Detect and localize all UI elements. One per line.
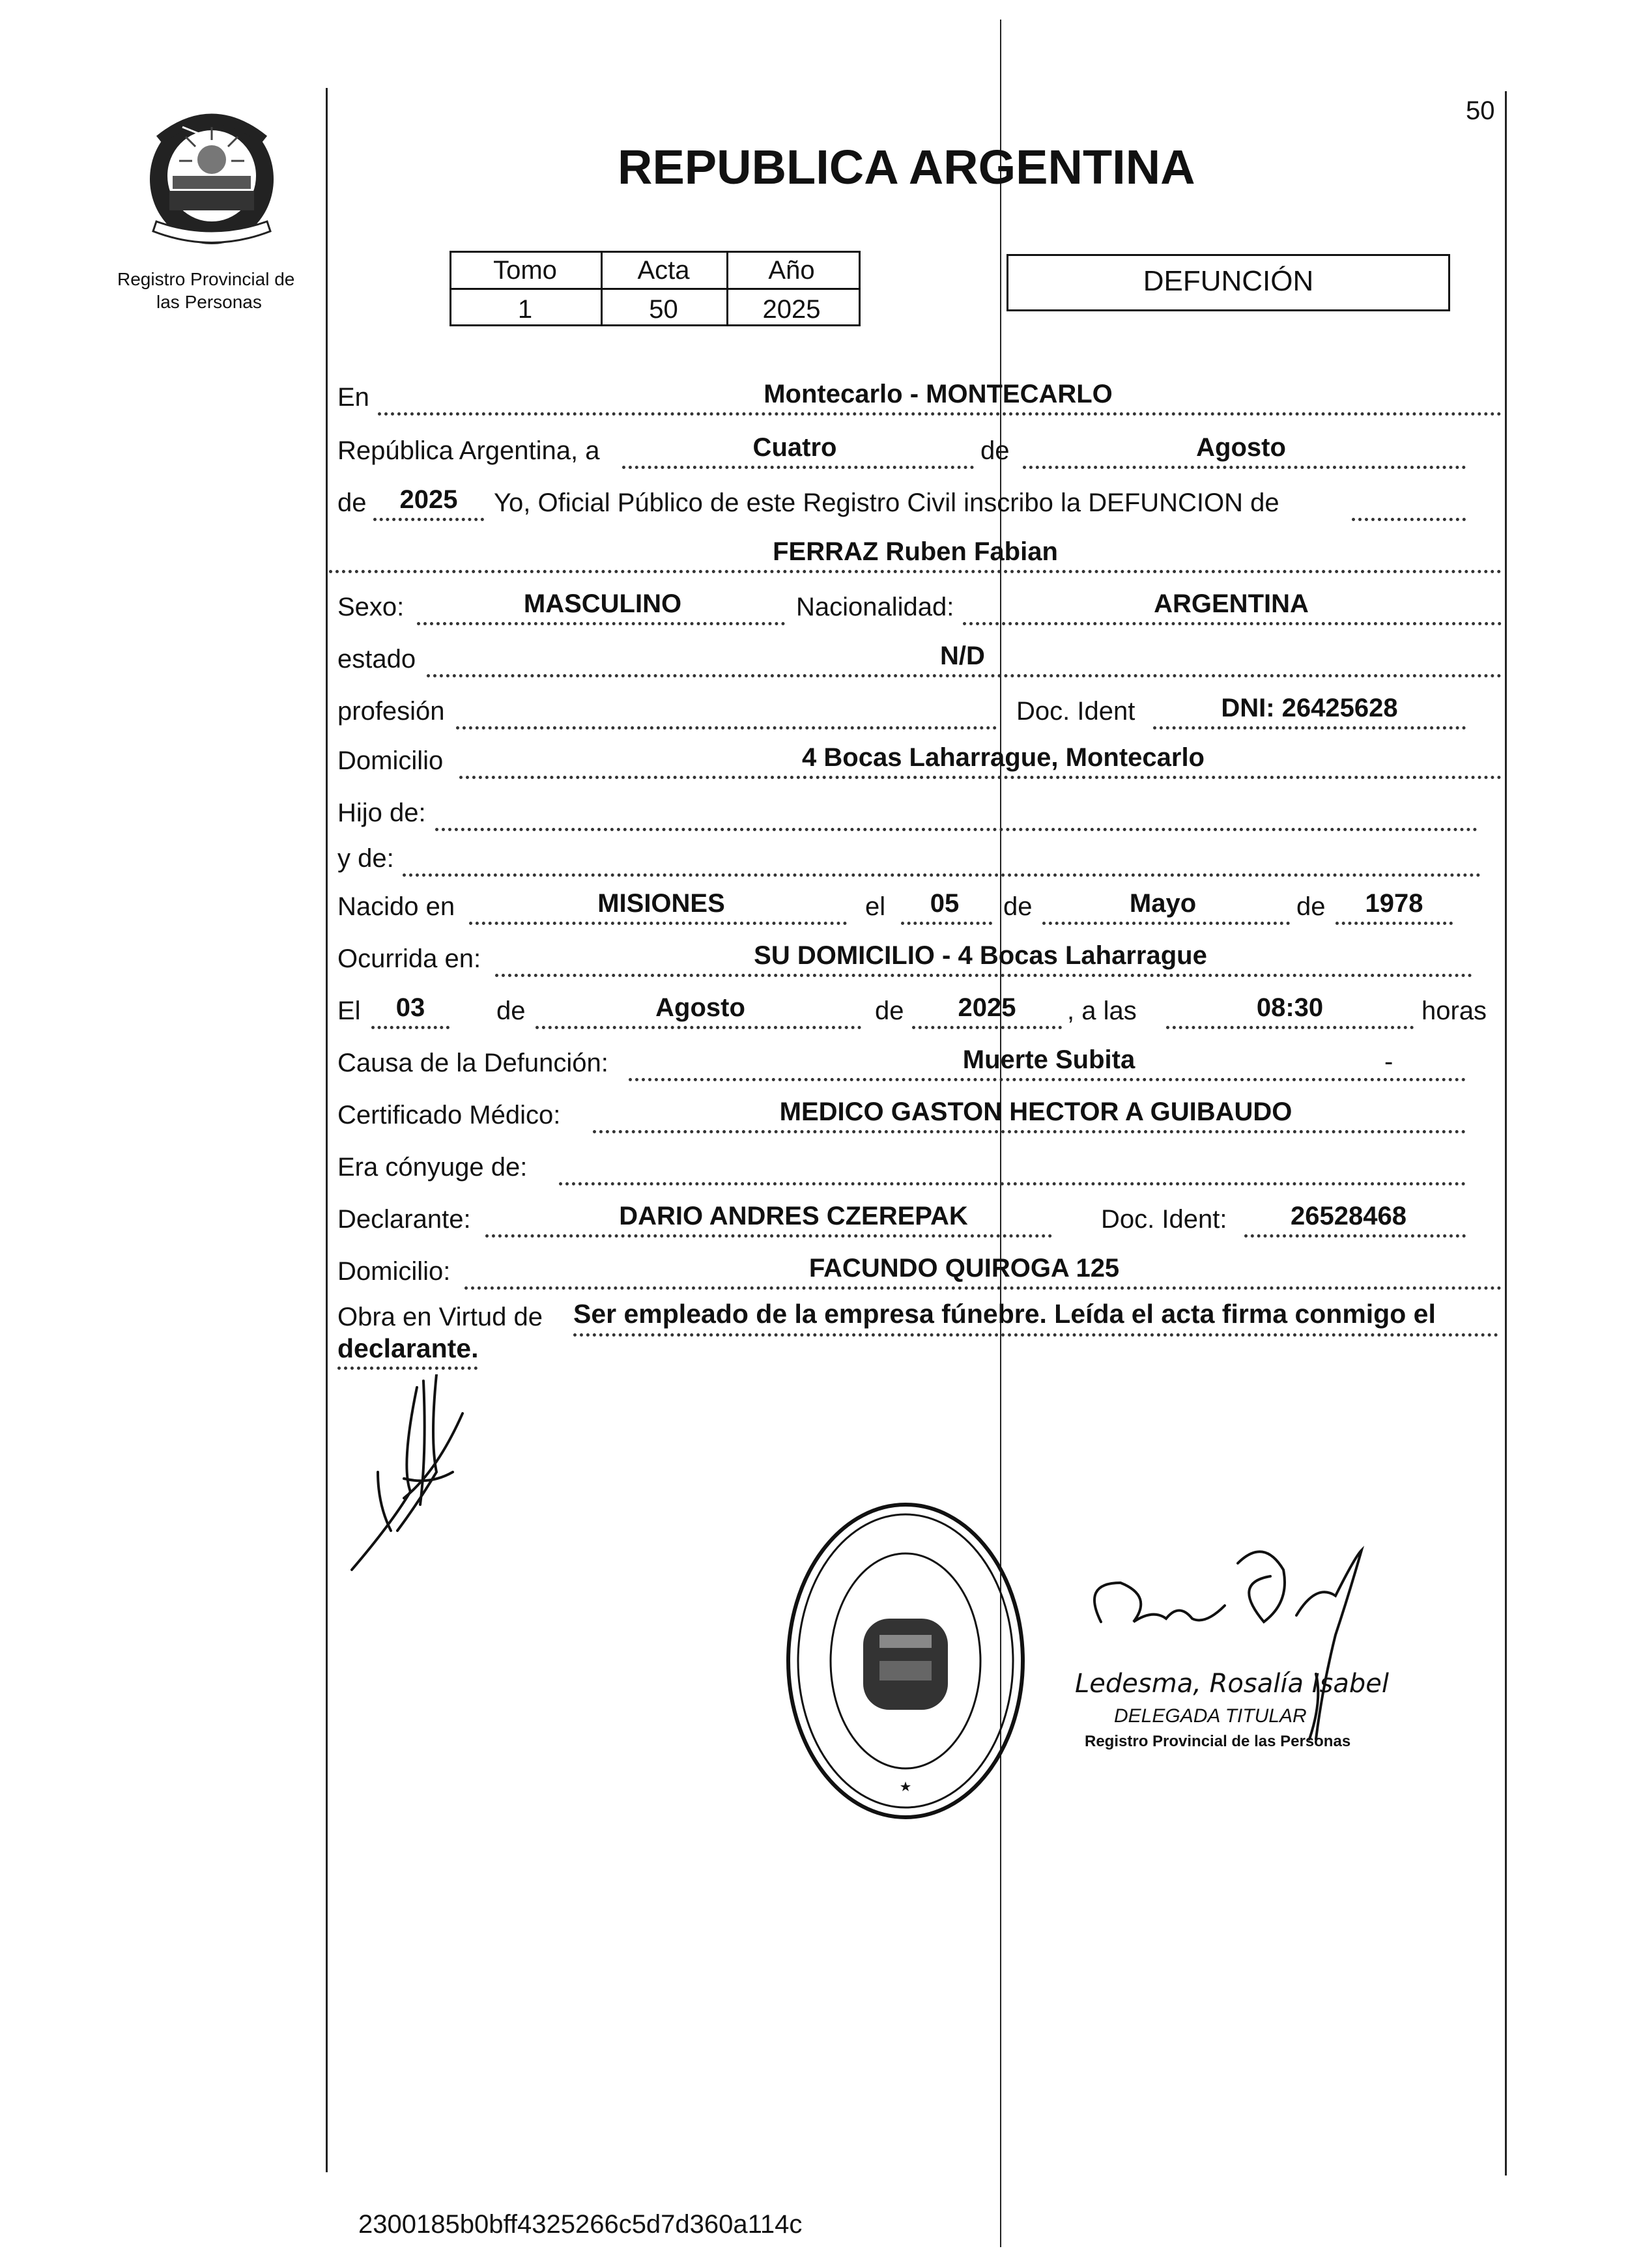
fill-line bbox=[456, 726, 997, 730]
province-crest bbox=[134, 101, 290, 251]
nacido-anio: 1978 bbox=[1365, 889, 1423, 918]
fill-line bbox=[963, 622, 1502, 625]
de-label: de bbox=[980, 436, 1010, 465]
table-header-tomo: Tomo bbox=[493, 256, 557, 285]
right-margin-line bbox=[1505, 91, 1507, 2176]
nacionalidad-label: Nacionalidad: bbox=[796, 593, 954, 621]
decl-doc-value: 26528468 bbox=[1291, 1202, 1407, 1230]
fill-line bbox=[464, 1286, 1502, 1290]
fallec-dia: 03 bbox=[395, 993, 425, 1022]
document-hash: 2300185b0bff4325266c5d7d360a114c bbox=[358, 2210, 803, 2239]
fill-line bbox=[337, 1367, 478, 1370]
fill-line bbox=[371, 1026, 450, 1029]
month-text: Agosto bbox=[1196, 433, 1286, 462]
table-header-anio: Año bbox=[768, 256, 815, 285]
nacido-el-label: el bbox=[865, 892, 886, 921]
inscribo-text: Yo, Oficial Público de este Registro Civil inscribo la DEFUNCION de bbox=[494, 489, 1279, 517]
decl-domicilio-value: FACUNDO QUIROGA 125 bbox=[808, 1254, 1120, 1283]
decl-domicilio-label: Domicilio: bbox=[337, 1257, 451, 1286]
page-title: REPUBLICA ARGENTINA bbox=[618, 140, 1195, 194]
page-number: 50 bbox=[1466, 96, 1495, 125]
declarant-signature bbox=[339, 1374, 469, 1583]
fill-line bbox=[559, 1182, 1466, 1185]
fill-line bbox=[1244, 1234, 1466, 1238]
official-stamp bbox=[782, 1498, 1029, 1824]
fill-line bbox=[469, 922, 847, 925]
fill-line bbox=[417, 622, 785, 625]
table-header-acta: Acta bbox=[637, 256, 690, 285]
ocurrida-value: SU DOMICILIO - 4 Bocas Laharrague bbox=[754, 941, 1207, 970]
fill-line bbox=[1352, 518, 1466, 521]
alas-label: , a las bbox=[1067, 997, 1137, 1025]
fill-line bbox=[403, 873, 1481, 877]
official-name: Ledesma, Rosalía Isabel bbox=[1075, 1669, 1389, 1699]
fill-line bbox=[1023, 466, 1466, 469]
domicilio-label: Domicilio bbox=[337, 746, 444, 775]
fill-line bbox=[1153, 726, 1466, 730]
fill-line bbox=[573, 1333, 1498, 1337]
fallec-de2-label: de bbox=[875, 997, 904, 1025]
fallec-hora: 08:30 bbox=[1256, 993, 1324, 1022]
document-type: DEFUNCIÓN bbox=[1143, 265, 1314, 297]
center-fold-line bbox=[1000, 20, 1001, 2247]
profesion-label: profesión bbox=[337, 697, 445, 726]
deceased-name: FERRAZ Ruben Fabian bbox=[773, 537, 1058, 566]
fill-line bbox=[912, 1026, 1062, 1029]
fill-line bbox=[629, 1078, 1466, 1081]
table-value-anio: 2025 bbox=[762, 295, 821, 324]
day-text: Cuatro bbox=[752, 433, 837, 462]
fill-line bbox=[435, 828, 1478, 831]
obra-value-line1: Ser empleado de la empresa fúnebre. Leída el acta firma conmigo el bbox=[573, 1299, 1436, 1329]
fill-line bbox=[901, 922, 992, 925]
certificado-value: MEDICO GASTON HECTOR A GUIBAUDO bbox=[779, 1098, 1292, 1126]
fill-line bbox=[373, 518, 484, 521]
en-label: En bbox=[337, 383, 369, 412]
nacido-dia: 05 bbox=[930, 889, 960, 918]
fill-line bbox=[1042, 922, 1290, 925]
fill-line bbox=[459, 776, 1502, 779]
nacido-de1-label: de bbox=[1003, 892, 1033, 921]
republica-label: República Argentina, a bbox=[337, 436, 600, 465]
el-label: El bbox=[337, 997, 361, 1025]
year-prefix: de bbox=[337, 489, 367, 517]
conyuge-label: Era cónyuge de: bbox=[337, 1153, 528, 1182]
estado-label: estado bbox=[337, 645, 416, 673]
nacido-label: Nacido en bbox=[337, 892, 455, 921]
obra-value-line2: declarante. bbox=[337, 1333, 479, 1363]
hijo-label: Hijo de: bbox=[337, 799, 426, 827]
nacido-lugar: MISIONES bbox=[597, 889, 725, 918]
decl-doc-label: Doc. Ident: bbox=[1101, 1205, 1227, 1234]
fill-line bbox=[378, 412, 1502, 416]
causa-value: Muerte Subita bbox=[962, 1045, 1135, 1074]
official-institution: Registro Provincial de las Personas bbox=[1085, 1733, 1351, 1750]
fill-line bbox=[1335, 922, 1453, 925]
sexo-label: Sexo: bbox=[337, 593, 405, 621]
fill-line bbox=[536, 1026, 861, 1029]
registry-caption-line2: las Personas bbox=[156, 292, 262, 312]
fill-line bbox=[427, 674, 1502, 677]
fill-line bbox=[329, 570, 1502, 573]
sexo-value: MASCULINO bbox=[523, 589, 682, 618]
fallec-mes: Agosto bbox=[655, 993, 745, 1022]
causa-label: Causa de la Defunción: bbox=[337, 1049, 608, 1077]
fill-line bbox=[1166, 1026, 1414, 1029]
nacionalidad-value: ARGENTINA bbox=[1154, 589, 1309, 618]
nacido-mes: Mayo bbox=[1129, 889, 1197, 918]
fallec-anio: 2025 bbox=[958, 993, 1016, 1022]
fallec-de1-label: de bbox=[496, 997, 526, 1025]
table-value-tomo: 1 bbox=[517, 295, 533, 324]
ocurrida-label: Ocurrida en: bbox=[337, 944, 481, 973]
act-year: 2025 bbox=[399, 485, 458, 514]
fill-line bbox=[622, 466, 974, 469]
place-value: Montecarlo - MONTECARLO bbox=[764, 380, 1113, 408]
left-margin-line bbox=[326, 88, 328, 2172]
declarante-label: Declarante: bbox=[337, 1205, 471, 1234]
doc-ident-value: DNI: 26425628 bbox=[1221, 694, 1398, 722]
table-value-acta: 50 bbox=[649, 295, 678, 324]
fill-line bbox=[495, 974, 1472, 977]
official-title: DELEGADA TITULAR bbox=[1114, 1705, 1307, 1727]
obra-label: Obra en Virtud de bbox=[337, 1303, 543, 1331]
causa-dash: - bbox=[1384, 1047, 1393, 1076]
fill-line bbox=[593, 1130, 1466, 1133]
yde-label: y de: bbox=[337, 844, 394, 873]
domicilio-value: 4 Bocas Laharrague, Montecarlo bbox=[802, 743, 1205, 772]
certificado-label: Certificado Médico: bbox=[337, 1101, 561, 1129]
doc-ident-label: Doc. Ident bbox=[1016, 697, 1135, 726]
table-divider bbox=[450, 288, 859, 290]
horas-label: horas bbox=[1421, 997, 1487, 1025]
declarante-value: DARIO ANDRES CZEREPAK bbox=[619, 1202, 968, 1230]
registry-caption-line1: Registro Provincial de bbox=[117, 269, 295, 289]
estado-value: N/D bbox=[940, 642, 985, 670]
fill-line bbox=[485, 1234, 1052, 1238]
nacido-de2-label: de bbox=[1296, 892, 1326, 921]
